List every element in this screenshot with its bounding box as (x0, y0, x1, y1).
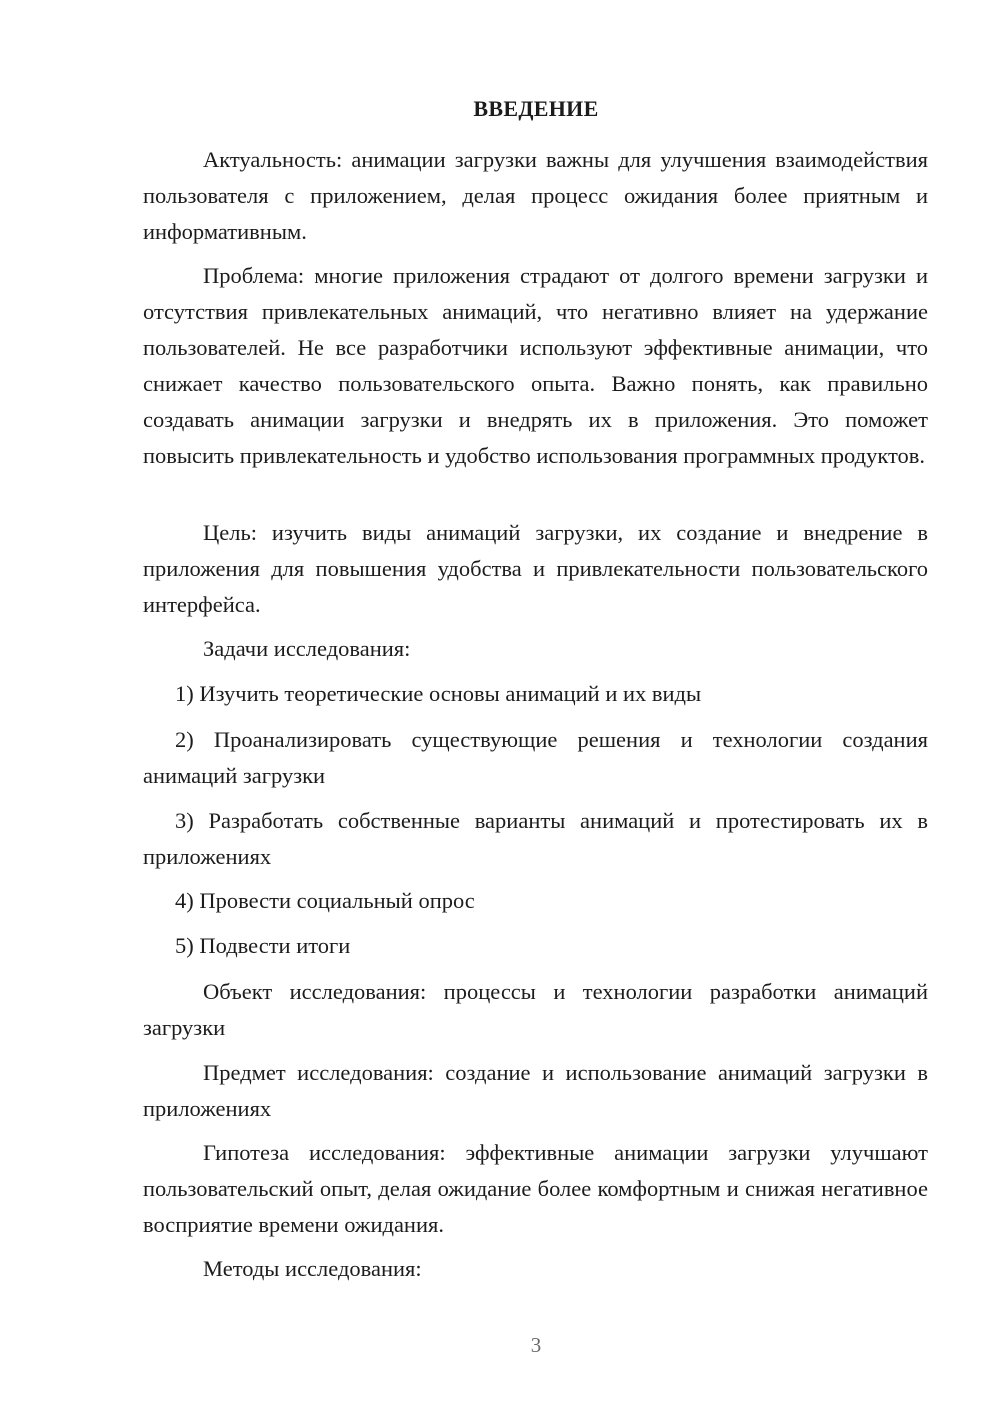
paragraph-subject: Предмет исследования: создание и использование анимаций загрузки в приложениях (143, 1060, 928, 1121)
paragraph-tasks-heading: Задачи исследования: (203, 636, 411, 661)
task-item: 2) Проанализировать существующие решения и технологии создания анимаций загрузки (143, 727, 928, 788)
paragraph-hypothesis: Гипотеза исследования: эффективные анимации загрузки улучшают пользовательский опыт, делая ожидание более комфортным и снижая негативное восприятие времени ожидания. (143, 1140, 928, 1237)
page-number: 3 (530, 1333, 542, 1357)
task-item: 5) Подвести итоги (175, 933, 351, 958)
paragraph-goal: Цель: изучить виды анимаций загрузки, их создание и внедрение в приложения для повышения удобства и привлекательности пользовательского интерфейса. (143, 520, 928, 617)
task-item: 1) Изучить теоретические основы анимаций и их виды (175, 681, 702, 706)
paragraph-methods: Методы исследования: (203, 1256, 422, 1281)
task-item: 4) Провести социальный опрос (175, 888, 475, 913)
task-item: 3) Разработать собственные варианты анимаций и протестировать их в приложениях (143, 808, 928, 869)
paragraph-problem: Проблема: многие приложения страдают от долгого времени загрузки и отсутствия привлекательных анимаций, что негативно влияет на удержание пользователей. Не все разработчики используют эффективные анимации, что снижает качество пользовательского опыта. Важно понять, как правильно создавать анимации загрузки и внедрять их в приложения. Это поможет повысить привлекательность и удобство использования программных продуктов. (143, 263, 928, 468)
paragraph-relevance: Актуальность: анимации загрузки важны для улучшения взаимодействия пользователя с приложением, делая процесс ожидания более приятным и информативным. (143, 147, 928, 244)
section-title: ВВЕДЕНИЕ (473, 96, 599, 121)
paragraph-object: Объект исследования: процессы и технологии разработки анимаций загрузки (143, 979, 928, 1040)
